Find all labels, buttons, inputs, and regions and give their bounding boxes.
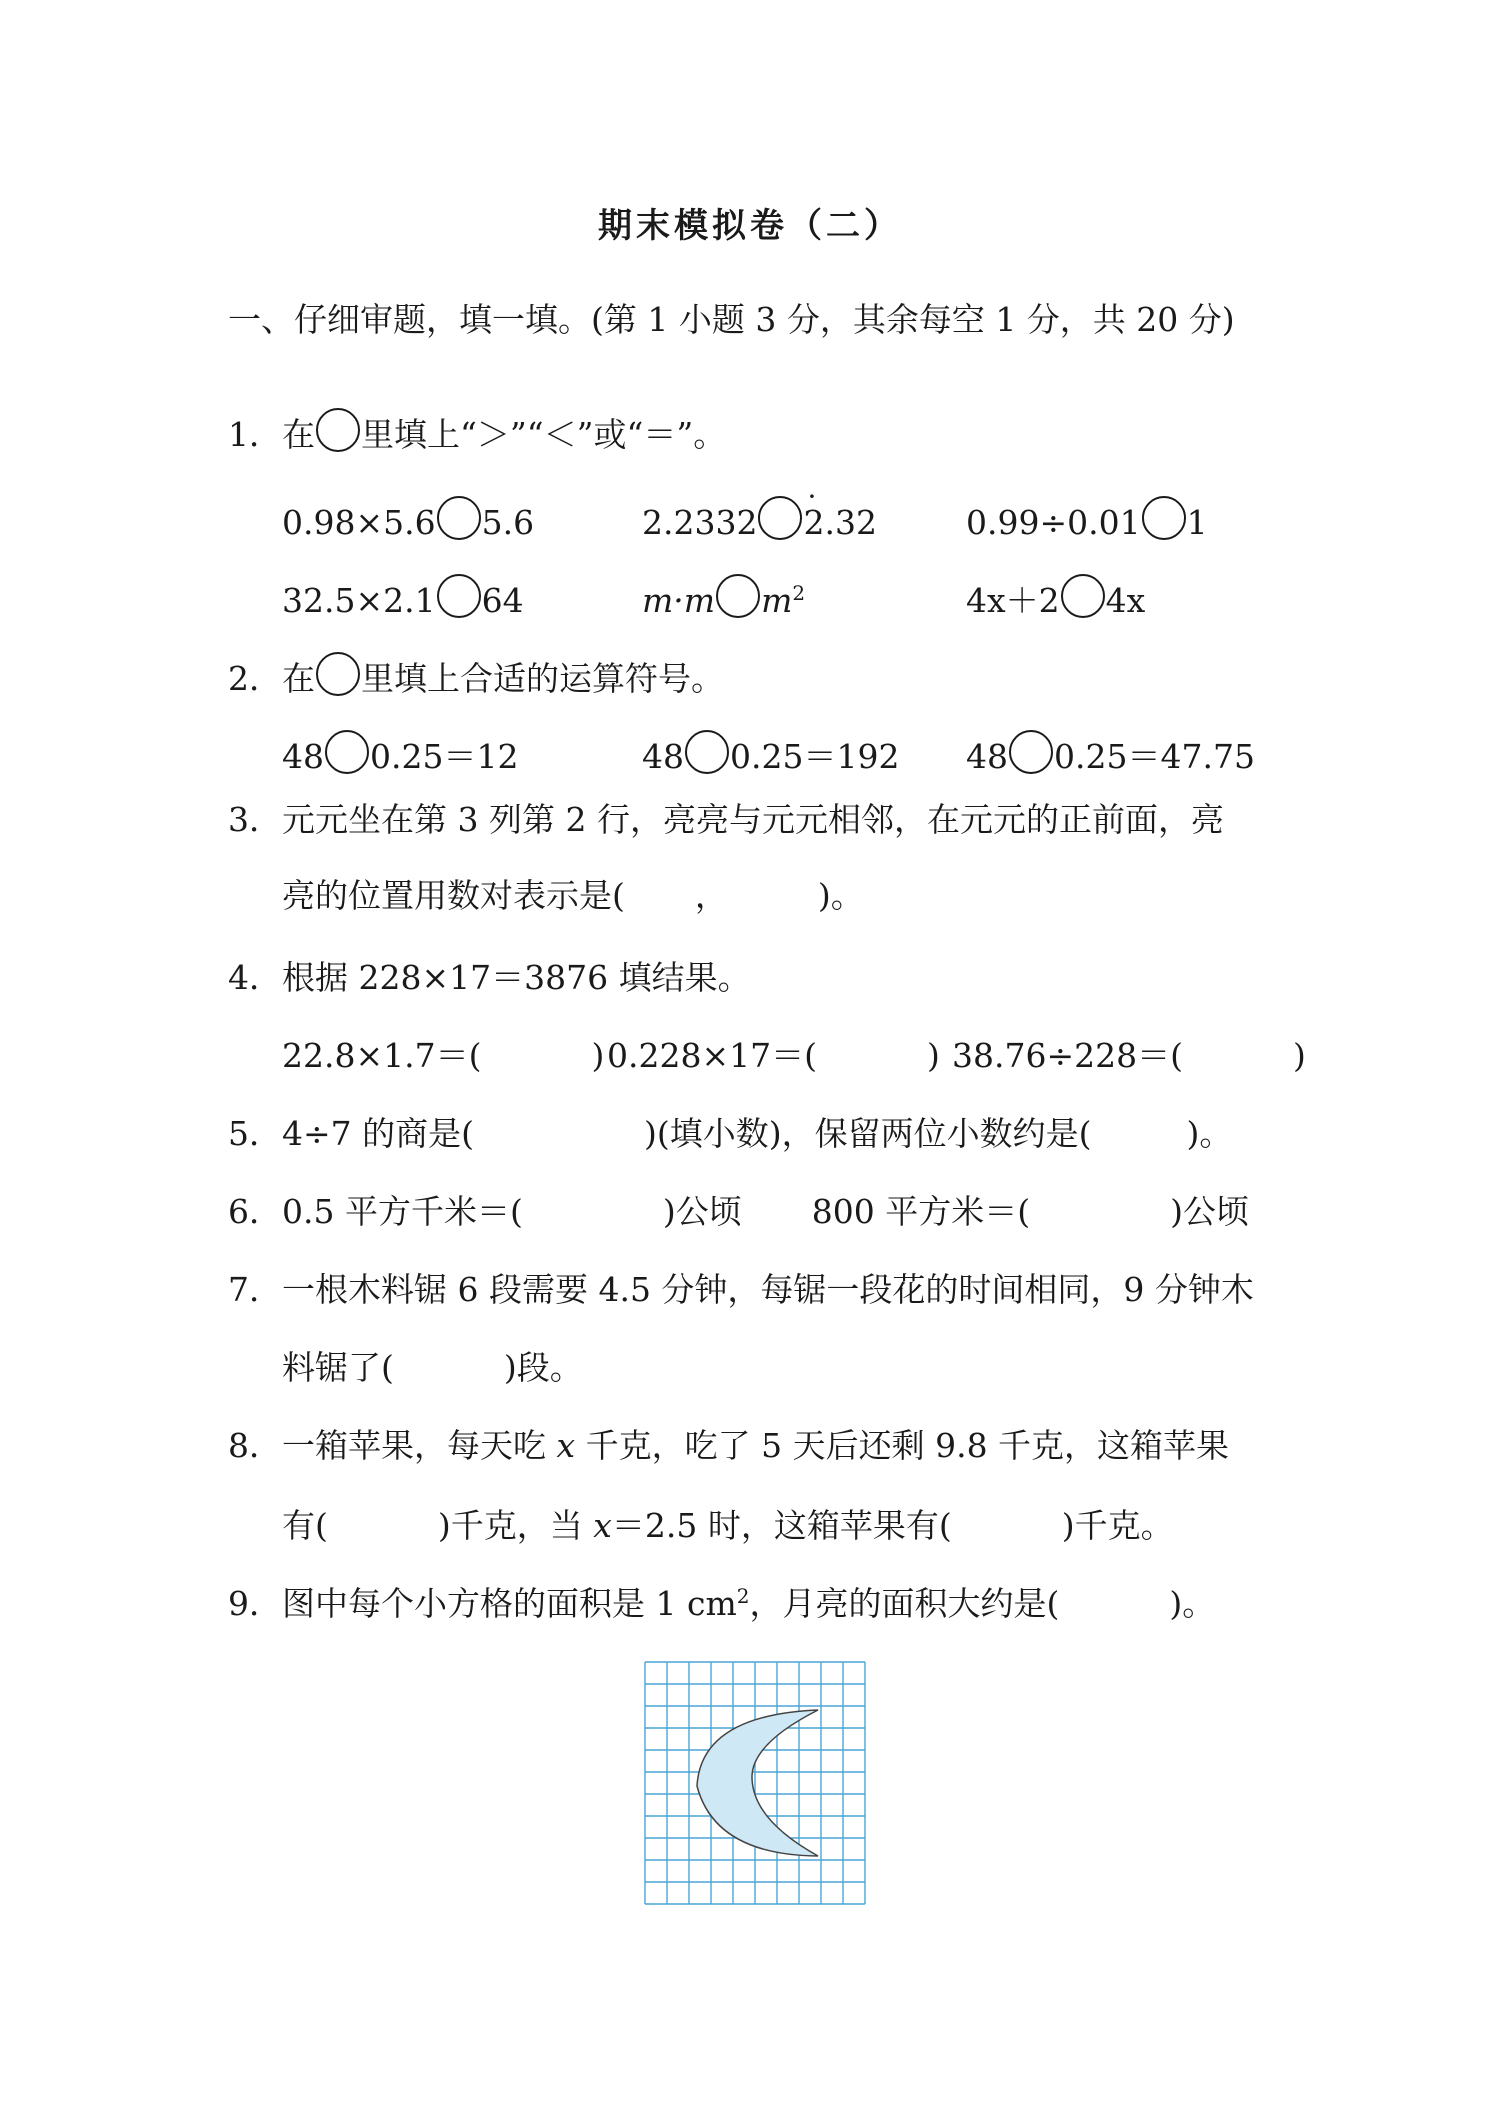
- answer-circle[interactable]: [437, 496, 481, 540]
- question-number: 4．: [228, 958, 282, 997]
- question-3-line-2: [282, 876, 864, 916]
- text: )段。: [503, 1348, 583, 1387]
- text: 亮的位置用数对表示是(: [282, 876, 625, 915]
- question-8-line-2: [282, 1506, 1174, 1546]
- compare-item: [966, 496, 1208, 543]
- text: ，月亮的面积大约是(: [749, 1584, 1060, 1623]
- question-3-line-1: 元元坐在第 3 列第 2 行，亮亮与元元相邻，在元元的正前面，亮: [282, 800, 1224, 839]
- operand-left: 48: [966, 737, 1008, 776]
- compare-left: 0.99÷0.01: [966, 503, 1141, 542]
- text: )。: [1169, 1584, 1216, 1623]
- answer-circle[interactable]: [437, 574, 481, 618]
- calc-item: [952, 1036, 1306, 1076]
- question-8: [228, 1426, 1229, 1466]
- compare-left: 4x＋2: [966, 581, 1060, 620]
- text: )千克，当: [437, 1506, 583, 1545]
- bracket: ): [927, 1036, 940, 1075]
- compare-right: 1: [1186, 503, 1208, 542]
- answer-circle[interactable]: [316, 408, 360, 452]
- question-number: 5．: [228, 1114, 282, 1153]
- bracket: ): [1292, 1036, 1306, 1075]
- question-1-text-pre: 在: [282, 415, 315, 454]
- question-7: [228, 1270, 1254, 1310]
- operator-item: [642, 730, 899, 777]
- operator-item: [282, 730, 518, 777]
- text: 0.5 平方千米＝(: [282, 1192, 523, 1231]
- question-1: [228, 408, 726, 455]
- compare-right: m: [761, 581, 793, 620]
- compare-right: 5.6: [481, 503, 535, 542]
- answer-circle[interactable]: [1009, 730, 1053, 774]
- question-number: 9．: [228, 1584, 282, 1623]
- text: ＝2.5 时，这箱苹果有(: [611, 1506, 952, 1545]
- page-title: 期末模拟卷（二）: [598, 206, 902, 246]
- operator-item: [966, 730, 1255, 777]
- compare-item: [282, 574, 524, 621]
- question-number: 1．: [228, 415, 282, 454]
- compare-item: [282, 496, 534, 543]
- compare-item: [642, 574, 805, 621]
- calc-item: [607, 1036, 940, 1076]
- bracket: ): [591, 1036, 605, 1075]
- question-4-line-1: 根据 228×17＝3876 填结果。: [282, 958, 751, 997]
- text: 一箱苹果，每天吃: [282, 1426, 546, 1465]
- expression: 0.228×17＝(: [607, 1036, 817, 1075]
- question-number: 7．: [228, 1270, 282, 1309]
- text: )公顷: [1170, 1192, 1249, 1231]
- compare-right: 4x: [1105, 581, 1146, 620]
- text: 图中每个小方格的面积是 1 cm: [282, 1584, 737, 1623]
- text: )公顷: [662, 1192, 742, 1231]
- answer-circle[interactable]: [1061, 574, 1105, 618]
- answer-circle[interactable]: [316, 652, 360, 696]
- question-2: [228, 652, 724, 699]
- exponent: 2: [736, 1584, 750, 1608]
- compare-left: 0.98×5.6: [282, 503, 436, 542]
- text: 千克，吃了 5 天后还剩 9.8 千克，这箱苹果: [585, 1426, 1230, 1465]
- operand-left: 48: [642, 737, 684, 776]
- operand-right: 0.25＝47.75: [1054, 737, 1255, 776]
- question-number: 3．: [228, 800, 282, 839]
- operand-right: 0.25＝192: [730, 737, 900, 776]
- text: 料锯了(: [282, 1348, 394, 1387]
- question-number: 2．: [228, 659, 282, 698]
- section-1-heading: 一、仔细审题，填一填。(第 1 小题 3 分，其余每空 1 分，共 20 分): [228, 300, 1235, 339]
- exponent: 2: [792, 581, 806, 605]
- answer-circle[interactable]: [685, 730, 729, 774]
- question-2-text-pre: 在: [282, 659, 315, 698]
- grid-lines: [645, 1662, 865, 1904]
- question-4: [228, 958, 751, 998]
- compare-left: 32.5×2.1: [282, 581, 436, 620]
- answer-circle[interactable]: [716, 574, 760, 618]
- text: 有(: [282, 1506, 328, 1545]
- question-3: [228, 800, 1224, 840]
- moon-shape: [697, 1710, 818, 1856]
- compare-item: [966, 574, 1145, 621]
- question-1-text-post: 里填上“＞”“＜”或“＝”。: [361, 415, 727, 454]
- question-number: 8．: [228, 1426, 282, 1465]
- text: )千克。: [1061, 1506, 1174, 1545]
- compare-item: [642, 496, 877, 543]
- question-6: [228, 1192, 1249, 1232]
- text: )。: [817, 876, 864, 915]
- operand-left: 48: [282, 737, 324, 776]
- text: )(填小数)，保留两位小数约是(: [644, 1114, 1092, 1153]
- answer-circle[interactable]: [325, 730, 369, 774]
- calc-item: [282, 1036, 604, 1076]
- variable-x: x: [556, 1426, 576, 1465]
- variable-x: x: [593, 1506, 612, 1545]
- compare-right: 64: [481, 581, 524, 620]
- question-7-line-2: [282, 1348, 583, 1388]
- question-2-text-post: 里填上合适的运算符号。: [361, 659, 724, 698]
- operand-right: 0.25＝12: [370, 737, 519, 776]
- text: )。: [1186, 1114, 1233, 1153]
- text: 800 平方米＝(: [811, 1192, 1031, 1231]
- question-number: 6．: [228, 1192, 282, 1231]
- question-7-line-1: 一根木料锯 6 段需要 4.5 分钟，每锯一段花的时间相同，9 分钟木: [282, 1270, 1254, 1309]
- expression: 22.8×1.7＝(: [282, 1036, 482, 1075]
- question-5: [228, 1114, 1232, 1154]
- text: 4÷7 的商是(: [282, 1114, 475, 1153]
- compare-left: 2.2332: [642, 503, 758, 542]
- compare-left: m·m: [642, 581, 716, 620]
- moon-grid-figure: [643, 1660, 867, 1920]
- text: ，: [694, 876, 728, 915]
- grid-diagram: [643, 1660, 867, 1912]
- answer-circle[interactable]: [1142, 496, 1186, 540]
- expression: 38.76÷228＝(: [952, 1036, 1183, 1075]
- compare-right-repeating: · 2.32: [803, 503, 876, 543]
- question-9: [228, 1584, 1215, 1624]
- answer-circle[interactable]: [758, 496, 802, 540]
